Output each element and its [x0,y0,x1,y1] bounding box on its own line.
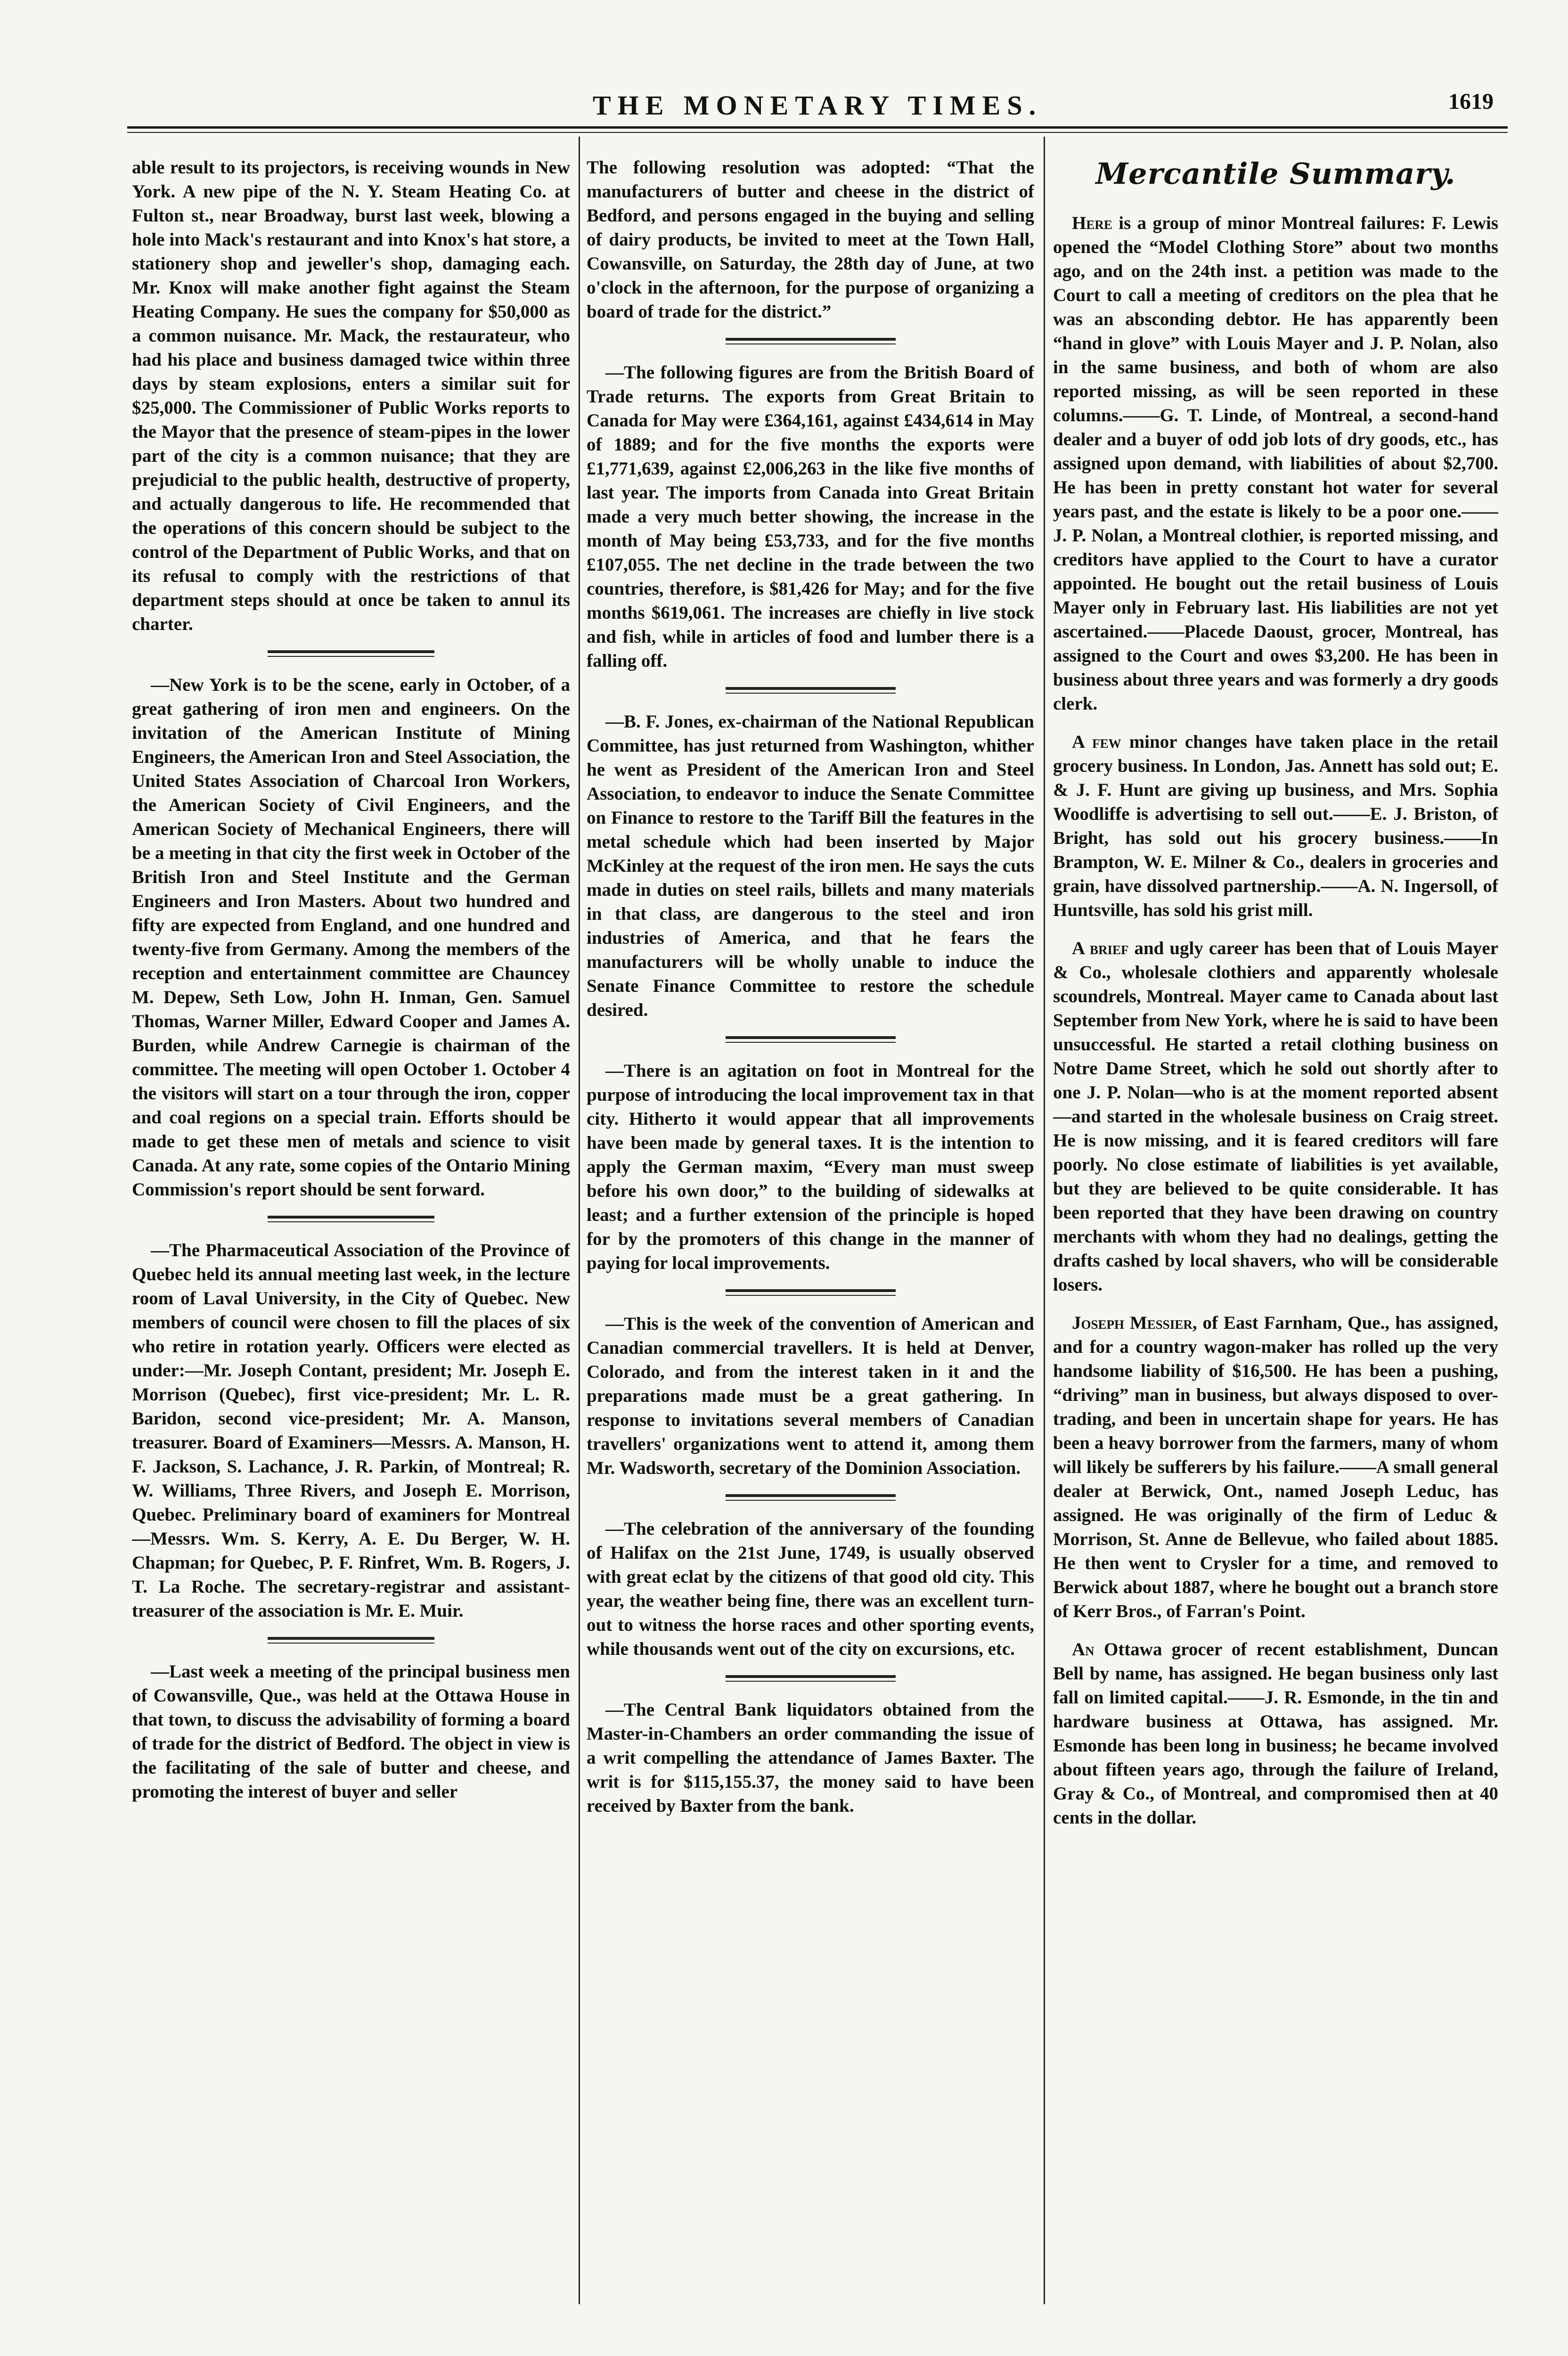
header-rule-thick [127,126,1508,129]
section-heading: Mercantile Summary. [1095,156,1456,191]
article-montreal-improvement-tax: —There is an agitation on foot in Montreal for the purpose of introducing the local improvement tax in that city. Hitherto it would appear that all improvements have been made by general taxes. It is the intention to apply the German maxim, “Every man must sweep before his own door,” to the building of sidewalks at least; and a further extension of the principle is hoped for by the promoters of this change in the manner of paying for local improvements. [587,1061,1034,1273]
article-central-bank: —The Central Bank liquidators obtained from the Master-in-Chambers an order commanding the issue of a writ compelling the attendance of James Baxter. The writ is for $115,155.37, the money said to have been received by Baxter from the bank. [587,1700,1034,1816]
paragraph-body: and ugly career has been that of Louis Mayer & Co., wholesale clothiers and apparently wholesale scoundrels, Montreal. Mayer came to Canada about last September from New York, where he is said to have been unsuccessful. He started a retail clothing business on Notre Dame Street, which he sold out shortly after to one J. P. Nolan—who is at the moment reported absent—and started in the wholesale business on Craig street. He is now missing, and it is feared creditors will fare poorly. No close estimate of liabilities is yet available, but they are believed to be quite considerable. It has been reported that they have been drawing on country merchants with whom they had no dealings, getting the drafts cashed by local shavers, who will be considerable losers. [1053,938,1498,1295]
paragraph-body: is a group of minor Montreal failures: F. Lewis opened the “Model Clothing Store” about two months ago, and on the 24th inst. a petition was made to the Court to call a meeting of creditors on the plea that he was an absconding debtor. He has apparently been “hand in glove” with Louis Mayer and J. P. Nolan, also in the same business, and both of whom are also reported missing, as will be seen reported in these columns.——G. T. Linde, of Montreal, a second-hand dealer and a buyer of odd job lots of dry goods, etc., has assigned upon demand, with liabilities of about $2,700. He has been in pretty constant hot water for several years past, and the estate is likely to be a poor one.——J. P. Nolan, a Montreal clothier, is reported missing, and creditors have applied to the Court to have a curator appointed. He bought out the retail business of Louis Mayer only in February last. His liabilities are not yet ascertained.——Placede Daoust, grocer, Montreal, has assigned to the Court and owes $3,200. He has been in business about three years and was formerly a dry goods clerk. [1053,213,1498,714]
lead-in: An [1072,1639,1094,1660]
page-header [127,90,1508,123]
article-separator [268,1216,434,1222]
article-separator [726,687,896,694]
page-number: 1619 [1448,89,1494,114]
article-separator [726,338,896,344]
article-cowansville-meeting: —Last week a meeting of the principal business men of Cowansville, Que., was held at the Ottawa House in that town, to discuss the advisability of forming a board of trade for the district of Bedford. The object in view is the facilitating of the sale of butter and cheese, and promoting the interest of buyer and seller [132,1661,570,1802]
mercantile-montreal-failures [1053,211,1498,716]
article-separator [268,1637,434,1644]
column-1 [132,155,570,2304]
article-pharmaceutical-association: —The Pharmaceutical Association of the Province of Quebec held its annual meeting last week, in the lecture room of Laval University, in the City of Quebec. New members of council were chosen to fill the places of six who retire in rotation yearly. Officers were elected as under:—Mr. Joseph Contant, president; Mr. Joseph E. Morrison (Quebec), first vice-president; Mr. L. R. Baridon, second vice-president; Mr. A. Manson, treasurer. Board of Examiners—Messrs. A. Manson, H. F. Jackson, S. Lachance, J. R. Parkin, of Montreal; R. W. Williams, Three Rivers, and Joseph E. Morrison, Quebec. Preliminary board of examiners for Montreal—Messrs. Wm. S. Kerry, A. E. Du Berger, W. H. Chapman; for Quebec, P. F. Rinfret, Wm. B. Rogers, J. T. La Roche. The secretary-registrar and assistant-treasurer of the association is Mr. E. Muir. [132,1240,570,1621]
header-rule-thin [127,132,1508,133]
lead-in: A brief [1072,938,1129,958]
mercantile-louis-mayer [1053,936,1498,1297]
article-bf-jones: —B. F. Jones, ex-chairman of the National Republican Committee, has just returned from Washington, whither he went as President of the American Iron and Steel Association, to endeavor to induce the Senate Committee on Finance to restore to the Tariff Bill the features in the metal schedule which had been inserted by Major McKinley at the request of the iron men. He says the cuts made in duties on steel rails, billets and many materials in that class, are dangerous to the steel and iron industries of America, and that he fears the manufacturers will be wholly unable to induce the Senate Finance Committee to restore the schedule desired. [587,712,1034,1020]
lead-in: A few [1072,732,1121,752]
article-separator [726,1494,896,1501]
lead-in: Here [1072,213,1112,233]
article-separator [726,1036,896,1043]
column-3 [1053,155,1498,2304]
column-divider-2 [1044,137,1045,2304]
mercantile-ottawa-grocer [1053,1637,1498,1830]
article-separator [726,1675,896,1682]
article-cowansville-resolution: The following resolution was adopted: “That the manufacturers of butter and cheese in the district of Bedford, and persons engaged in the buying and selling of dairy products, be invited to meet at the Town Hall, Cowansville, on Saturday, the 28th day of June, at two o'clock in the afternoon, for the purpose of organizing a board of trade for the district.” [587,157,1034,322]
lead-in: Joseph Messier [1072,1313,1192,1333]
article-commercial-travellers: —This is the week of the convention of American and Canadian commercial travellers. It is held at Denver, Colorado, and from the interest taken in it and the preparations made must be a great gathering. In response to invitations several members of Canadian travellers' organizations went to attend it, among them Mr. Wadsworth, secretary of the Dominion Association. [587,1314,1034,1478]
mercantile-grocery-changes [1053,730,1498,922]
mercantile-joseph-messier [1053,1311,1498,1623]
article-separator [726,1289,896,1296]
article-steam-heating: able result to its projectors, is receiving wounds in New York. A new pipe of the N. Y. Steam Heating Co. at Fulton st., near Broadway, burst last week, blowing a hole into Mack's restaurant and into Knox's hat store, a stationery shop and jeweller's shop, damaging each. Mr. Knox will make another fight against the Steam Heating Company. He sues the company for $50,000 as a common nuisance. Mr. Mack, the restaurateur, who had his place and business damaged twice within three days by steam explosions, enters a similar suit for $25,000. The Commissioner of Public Works reports to the Mayor that the presence of steam-pipes in the lower part of the city is a common nuisance; that they are prejudicial to the public health, destructive of property, and actually dangerous to life. He recommended that the operations of this concern should be subject to the control of the Department of Public Works, and that on its refusal to comply with the restrictions of that department steps should at once be taken to annul its charter. [132,157,570,634]
column-divider-1 [579,137,580,2304]
column-2 [587,155,1034,2304]
article-separator [268,650,434,657]
paragraph-body: , of East Farnham, Que., has assigned, and for a country wagon-maker has rolled up the very handsome liability of $16,500. He has been a pushing, “driving” man in business, but always disposed to over-trading, and been in uncertain shape for years. He has been a heavy borrower from the farmers, many of whom will likely be sufferers by his failure.——A small general dealer at Berwick, Ont., named Joseph Leduc, has assigned. He was originally of the firm of Leduc & Morrison, St. Anne de Bellevue, who failed about 1885. He then went to Crysler for a time, and removed to Berwick about 1887, where he bought out a branch store of Kerr Bros., of Farran's Point. [1053,1313,1498,1621]
paragraph-body: Ottawa grocer of recent establishment, Duncan Bell by name, has assigned. He began business only last fall on limited capital.——J. R. Esmonde, in the tin and hardware business at Ottawa, has assigned. Mr. Esmonde has been long in business; he became involved about fifteen years ago, through the failure of Ireland, Gray & Co., of Montreal, and compromised then at 40 cents in the dollar. [1053,1639,1498,1828]
masthead-title: THE MONETARY TIMES. [592,90,1043,121]
article-halifax-anniversary: —The celebration of the anniversary of the founding of Halifax on the 21st June, 1749, is usually observed with great eclat by the citizens of that good old city. This year, the weather being fine, there was an excellent turn-out to witness the horse races and other sporting events, while thousands went out of the city on excursions, etc. [587,1519,1034,1659]
paragraph-body: minor changes have taken place in the retail grocery business. In London, Jas. Annett has sold out; E. & J. F. Hunt are giving up business, and Mrs. Sophia Woodliffe is advertising to sell out.——E. J. Briston, of Bright, has sold out his grocery business.——In Brampton, W. E. Milner & Co., dealers in groceries and grain, have dissolved partnership.——A. N. Ingersoll, of Huntsville, has sold his grist mill. [1053,732,1498,920]
article-board-of-trade-returns: —The following figures are from the British Board of Trade returns. The exports from Great Britain to Canada for May were £364,161, against £434,614 in May of 1889; and for the five months the exports were £1,771,639, against £2,006,263 in the like five months of last year. The imports from Canada into Great Britain made a very much better showing, the increase in the month of May being £53,733, and for the five months £107,055. The net decline in the trade between the two countries, therefore, is $81,426 for May; and for the five months $619,061. The increases are chiefly in live stock and fish, while in articles of food and lumber there is a falling off. [587,362,1034,671]
article-iron-gathering: —New York is to be the scene, early in October, of a great gathering of iron men and engineers. On the invitation of the American Institute of Mining Engineers, the American Iron and Steel Association, the United States Association of Charcoal Iron Workers, the American Society of Civil Engineers, and the American Society of Mechanical Engineers, there will be a meeting in that city the first week in October of the British Iron and Steel Institute and the German Engineers and Iron Masters. About two hundred and fifty are expected from England, and one hundred and twenty-five from Germany. Among the members of the reception and entertainment committee are Chauncey M. Depew, Seth Low, John H. Inman, Gen. Samuel Thomas, Warner Miller, Edward Cooper and James A. Burden, while Andrew Carnegie is chairman of the committee. The meeting will open October 1. October 4 the visitors will start on a tour through the iron, copper and coal regions on a special train. Efforts should be made to get these men of metals and science to visit Canada. At any rate, some copies of the Ontario Mining Commission's report should be sent forward. [132,675,570,1200]
